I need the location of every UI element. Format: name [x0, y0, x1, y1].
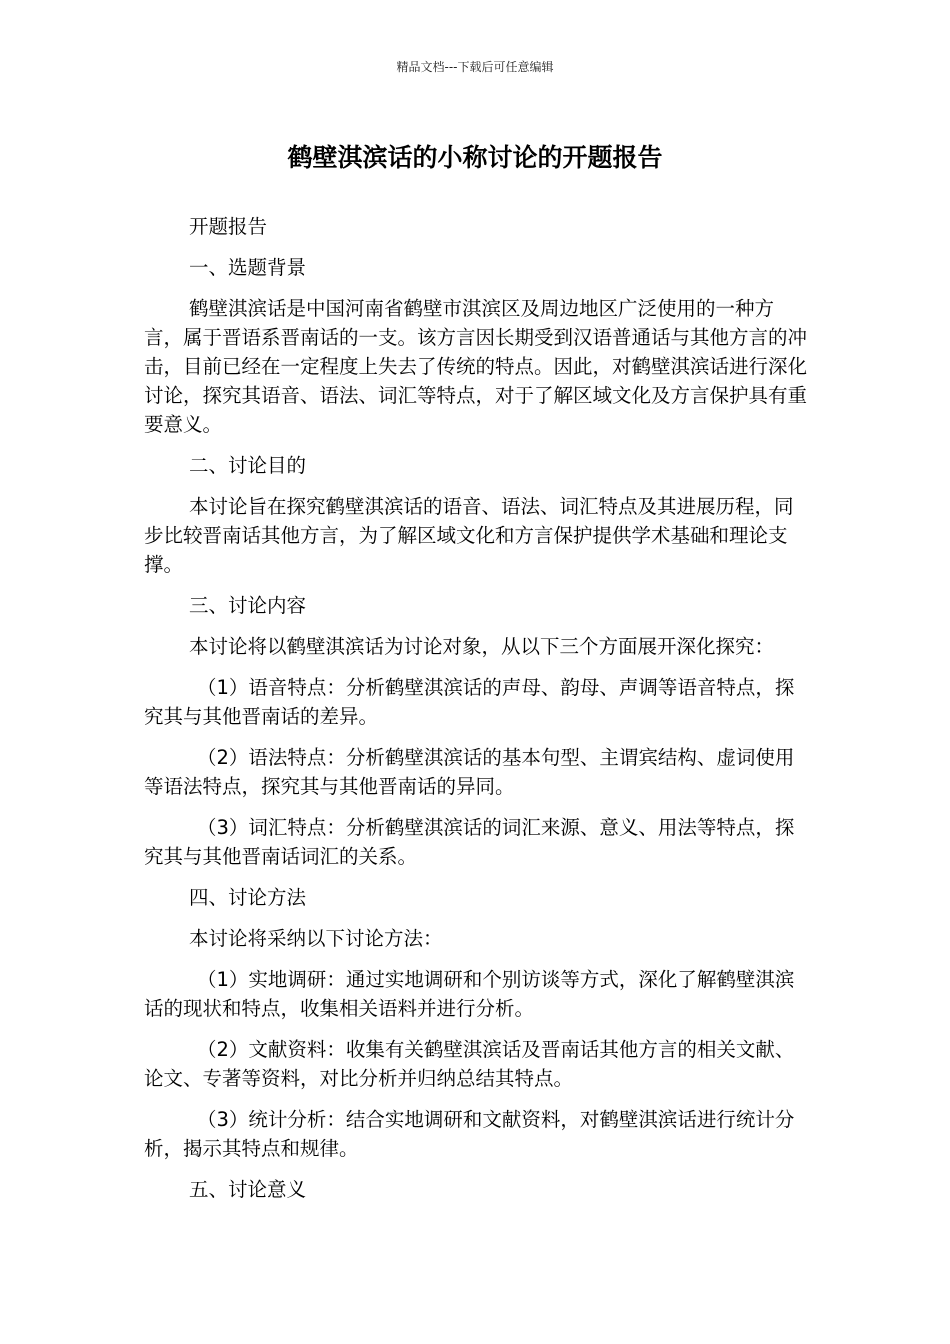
section-heading-content: 三、讨论内容 — [189, 594, 307, 617]
paragraph-background: 鹤壁淇滨话是中国河南省鹤壁市淇滨区及周边地区广泛使用的一种方言，属于晋语系晋南话的一支。该方言因长期受到汉语普通话与其他方言的冲击，目前已经在一定程度上失去了传统的特点。因此，对鹤壁淇滨话进行深化讨论，探究其语音、语法、词汇等特点，对于了解区域文化及方言保护具有重要意义。 — [144, 297, 808, 436]
document-title: 鹤壁淇滨话的小称讨论的开题报告 — [287, 143, 663, 172]
section-heading-report: 开题报告 — [189, 215, 268, 238]
list-item-literature: （2）文献资料：收集有关鹤壁淇滨话及晋南话其他方言的相关文献、论文、专著等资料，对比分析并归纳总结其特点。 — [144, 1038, 795, 1090]
paragraph-purpose: 本讨论旨在探究鹤壁淇滨话的语音、语法、词汇特点及其进展历程，同步比较晋南话其他方言，为了解区域文化和方言保护提供学术基础和理论支撑。 — [144, 495, 794, 576]
section-heading-significance: 五、讨论意义 — [189, 1178, 307, 1201]
paragraph-methods-intro: 本讨论将采纳以下讨论方法： — [189, 927, 443, 950]
list-item-fieldwork: （1）实地调研：通过实地调研和个别访谈等方式，深化了解鹤壁淇滨话的现状和特点，收集相关语料并进行分析。 — [144, 968, 795, 1020]
header-note: 精品文档---下载后可任意编辑 — [396, 60, 554, 74]
paragraph-content-intro: 本讨论将以鹤壁淇滨话为讨论对象，从以下三个方面展开深化探究： — [189, 635, 775, 658]
section-heading-methods: 四、讨论方法 — [189, 886, 307, 909]
list-item-statistics: （3）统计分析：结合实地调研和文献资料，对鹤壁淇滨话进行统计分析，揭示其特点和规律。 — [144, 1108, 795, 1160]
list-item-vocabulary: （3）词汇特点：分析鹤壁淇滨话的词汇来源、意义、用法等特点，探究其与其他晋南话词汇的关系。 — [144, 816, 795, 868]
list-item-grammar: （2）语法特点：分析鹤壁淇滨话的基本句型、主谓宾结构、虚词使用等语法特点，探究其与其他晋南话的异同。 — [144, 746, 795, 798]
section-heading-background: 一、选题背景 — [189, 256, 307, 279]
document-body — [144, 212, 812, 1216]
section-heading-purpose: 二、讨论目的 — [189, 454, 307, 477]
list-item-phonetics: （1）语音特点：分析鹤壁淇滨话的声母、韵母、声调等语音特点，探究其与其他晋南话的差异。 — [144, 676, 795, 728]
